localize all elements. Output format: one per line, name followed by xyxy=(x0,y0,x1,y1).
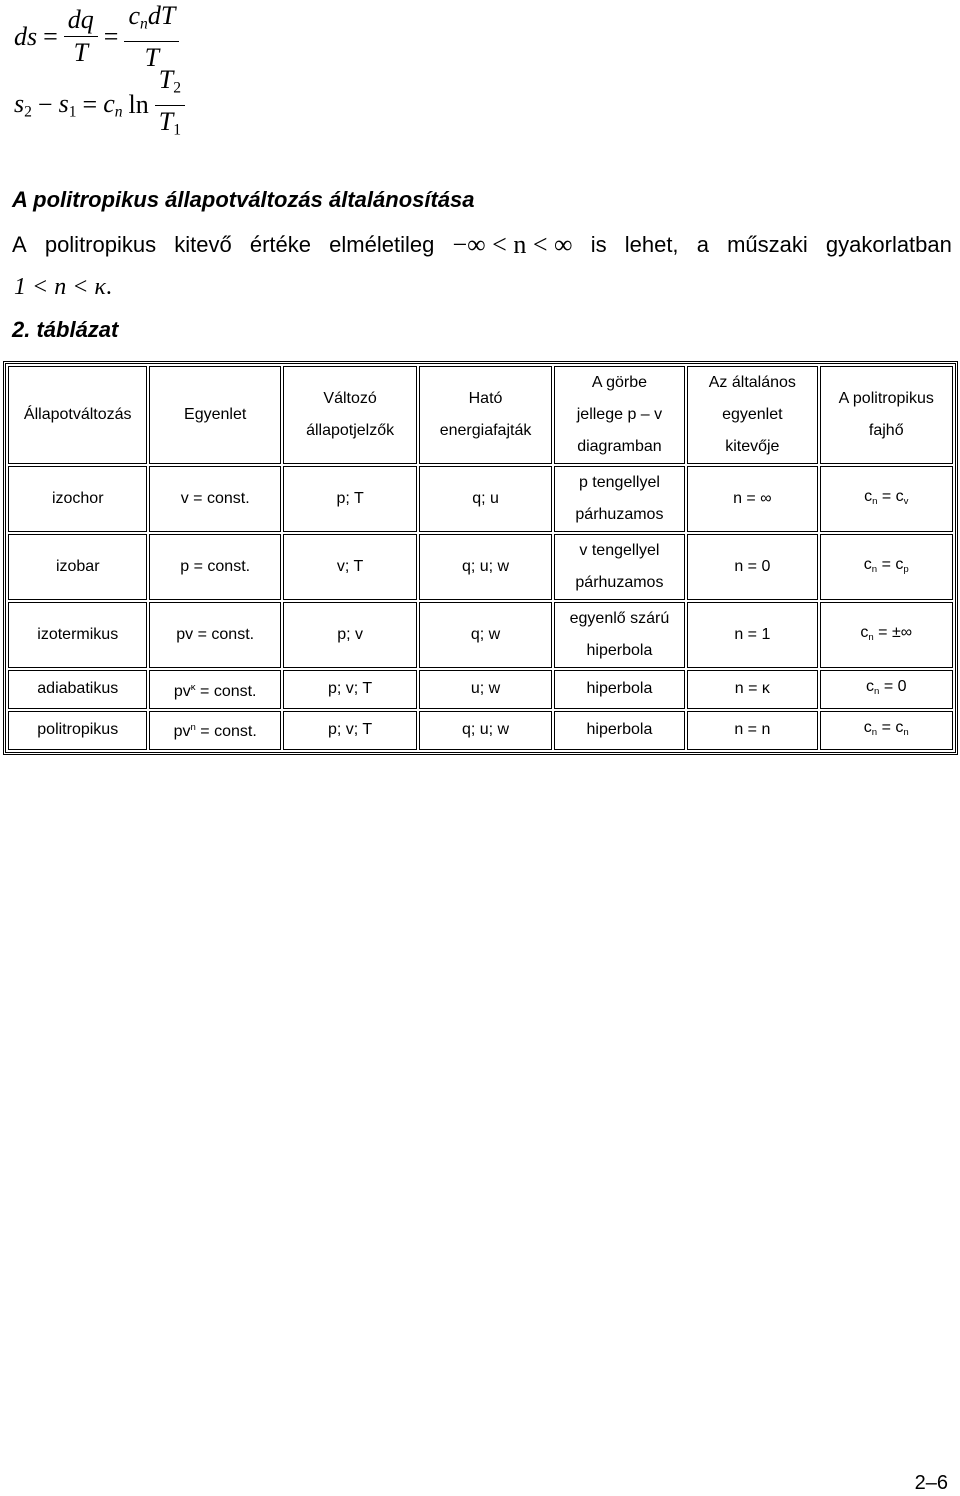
table-caption: 2. táblázat xyxy=(12,317,119,342)
header-line: Ható xyxy=(468,390,503,407)
para1-word: is xyxy=(590,232,607,257)
cell-energy: u; w xyxy=(419,670,551,709)
para1-word: a xyxy=(696,232,709,257)
c-symbol: c xyxy=(128,1,141,30)
curve-line: hiperbola xyxy=(586,721,653,739)
para1-word: A xyxy=(12,232,27,257)
c-rhs: = ±∞ xyxy=(878,623,913,641)
curve-line: v tengellyel xyxy=(579,542,660,559)
cell-curve xyxy=(554,602,685,668)
c-symbol: c xyxy=(864,487,873,505)
cell-state-change: adiabatikus xyxy=(8,670,147,709)
page-number: 2–6 xyxy=(914,1472,948,1494)
table-row xyxy=(8,466,953,532)
subscript: p xyxy=(903,563,909,575)
cell-specific-heat xyxy=(820,711,953,750)
cell-energy: q; w xyxy=(419,602,551,668)
inequality-infinite-range: −∞ < n < ∞ xyxy=(452,230,573,259)
cell-equation: pv = const. xyxy=(149,602,280,668)
cell-equation: p = const. xyxy=(149,534,280,600)
paragraph-exponent-range xyxy=(12,230,952,260)
header-line: energiafajták xyxy=(439,422,532,439)
equals-sign: = xyxy=(43,21,58,51)
section-heading: A politropikus állapotváltozás általánosítása xyxy=(12,187,475,212)
header-line: A görbe xyxy=(591,374,648,391)
eq-base: pv xyxy=(173,682,191,700)
eq1-frac2-denominator: T xyxy=(144,42,160,72)
header-curve xyxy=(554,366,685,464)
table-row xyxy=(8,711,953,750)
eq1-lhs: ds xyxy=(14,21,38,51)
subscript: n xyxy=(140,15,148,33)
para1-word: lehet, xyxy=(624,232,679,257)
cell-curve xyxy=(554,466,685,532)
equation-entropy-change xyxy=(14,64,185,146)
c-rhs: = c xyxy=(881,718,904,736)
ln-operator: ln xyxy=(128,90,149,120)
para1-word: elméletileg xyxy=(329,232,435,257)
cell-variables: p; v; T xyxy=(283,711,417,750)
eq-base: pv xyxy=(173,723,191,741)
header-line: fajhő xyxy=(868,422,904,439)
cell-state-change: izochor xyxy=(8,466,147,532)
eq2-coefficient xyxy=(103,89,122,122)
period: . xyxy=(105,274,112,300)
header-line: Az általános xyxy=(708,374,796,391)
header-line: egyenlet xyxy=(722,406,783,423)
header-state-change xyxy=(8,366,147,464)
subscript: 2 xyxy=(24,103,32,121)
cell-specific-heat xyxy=(820,466,953,532)
cell-state-change: izobar xyxy=(8,534,147,600)
subscript: 1 xyxy=(68,103,77,121)
equation-entropy-differential xyxy=(14,0,179,74)
equals-sign: = xyxy=(82,90,98,120)
c-symbol: c xyxy=(860,623,869,641)
subscript: n xyxy=(868,631,874,643)
subscript: 1 xyxy=(173,121,182,139)
minus-sign: − xyxy=(37,90,53,120)
cell-variables: v; T xyxy=(283,534,417,600)
cell-specific-heat xyxy=(820,534,953,600)
c-symbol: c xyxy=(863,555,872,573)
subscript: n xyxy=(874,685,880,697)
subscript: 2 xyxy=(173,79,182,97)
eq2-s1 xyxy=(59,89,77,122)
subscript: n xyxy=(871,726,878,738)
cell-state-change: izotermikus xyxy=(8,602,147,668)
eq2-denominator xyxy=(155,106,185,147)
header-variables xyxy=(283,366,417,464)
header-line: Állapotváltozás xyxy=(23,406,132,423)
table-row xyxy=(8,602,953,668)
fraction-dq-over-t xyxy=(64,4,98,69)
s-symbol: s xyxy=(58,88,69,118)
cell-specific-heat xyxy=(820,602,953,668)
cell-variables: p; T xyxy=(283,466,417,532)
header-equation xyxy=(149,366,280,464)
state-change-table xyxy=(3,361,958,755)
para1-word: értéke xyxy=(249,232,312,257)
header-specific-heat xyxy=(820,366,953,464)
c-rhs: = c xyxy=(881,555,904,573)
c-symbol: c xyxy=(863,718,872,736)
subscript: v xyxy=(903,495,909,507)
para1-word: gyakorlatban xyxy=(825,232,952,257)
eq2-numerator xyxy=(155,64,185,106)
header-line: A politropikus xyxy=(838,390,934,407)
superscript: n xyxy=(190,722,196,734)
cell-variables: p; v; T xyxy=(283,670,417,709)
cell-exponent: n = 0 xyxy=(687,534,817,600)
cell-curve xyxy=(554,534,685,600)
cell-exponent: n = ∞ xyxy=(687,466,817,532)
s-symbol: s xyxy=(14,88,25,118)
fraction-cn-dt-over-t xyxy=(124,0,179,74)
curve-line: párhuzamos xyxy=(575,506,664,523)
header-line: állapotjelzők xyxy=(306,422,395,439)
cell-exponent: n = n xyxy=(687,711,817,750)
eq1-frac2-numerator xyxy=(124,0,179,42)
curve-line: hiperbola xyxy=(586,680,653,698)
cell-energy: q; u; w xyxy=(419,711,551,750)
c-symbol: c xyxy=(866,678,875,695)
header-line: diagramban xyxy=(577,438,662,455)
eq1-frac1-denominator: T xyxy=(73,38,89,68)
t-symbol: T xyxy=(158,65,174,94)
equals-sign: = xyxy=(103,21,119,51)
c-rhs: = 0 xyxy=(883,678,907,695)
cell-equation xyxy=(149,670,280,709)
cell-variables: p; v xyxy=(283,602,417,668)
fraction-t2-over-t1 xyxy=(155,64,185,146)
header-line: kitevője xyxy=(725,438,780,455)
subscript: n xyxy=(872,495,878,507)
header-energy xyxy=(419,366,551,464)
header-line: Változó xyxy=(323,390,377,407)
inequality-text: 1 < n < κ xyxy=(14,274,106,300)
eq1-frac1-numerator: dq xyxy=(64,4,98,37)
subscript: n xyxy=(871,563,878,575)
subscript: n xyxy=(114,103,123,121)
para1-word: kitevő xyxy=(174,232,232,257)
cell-curve xyxy=(554,670,685,709)
header-line: Egyenlet xyxy=(184,406,247,423)
dt-term: dT xyxy=(147,1,176,30)
cell-energy: q; u xyxy=(419,466,551,532)
cell-equation xyxy=(149,711,280,750)
curve-line: p tengellyel xyxy=(578,474,660,491)
table-row xyxy=(8,670,953,709)
cell-state-change: politropikus xyxy=(8,711,147,750)
cell-exponent: n = κ xyxy=(687,670,817,709)
c-rhs: = c xyxy=(881,487,904,505)
eq-rest: = const. xyxy=(195,723,257,741)
table-header-row xyxy=(8,366,953,464)
para1-word: műszaki xyxy=(727,232,808,257)
eq-rest: = const. xyxy=(195,682,257,700)
cell-specific-heat xyxy=(820,670,953,709)
subscript: n xyxy=(903,726,909,738)
cell-energy: q; u; w xyxy=(419,534,551,600)
inequality-practical-range xyxy=(14,274,112,301)
cell-equation: v = const. xyxy=(149,466,280,532)
header-exponent xyxy=(687,366,817,464)
curve-line: hiperbola xyxy=(586,642,653,659)
superscript: κ xyxy=(190,681,196,693)
curve-line: egyenlő szárú xyxy=(569,610,670,627)
curve-line: párhuzamos xyxy=(575,574,664,591)
t-symbol: T xyxy=(158,106,174,136)
header-line: jellege p – v xyxy=(576,406,663,423)
c-symbol: c xyxy=(103,88,115,118)
para1-word: politropikus xyxy=(44,232,157,257)
cell-exponent: n = 1 xyxy=(687,602,817,668)
cell-curve xyxy=(554,711,685,750)
eq2-s2 xyxy=(14,89,32,122)
table-row xyxy=(8,534,953,600)
